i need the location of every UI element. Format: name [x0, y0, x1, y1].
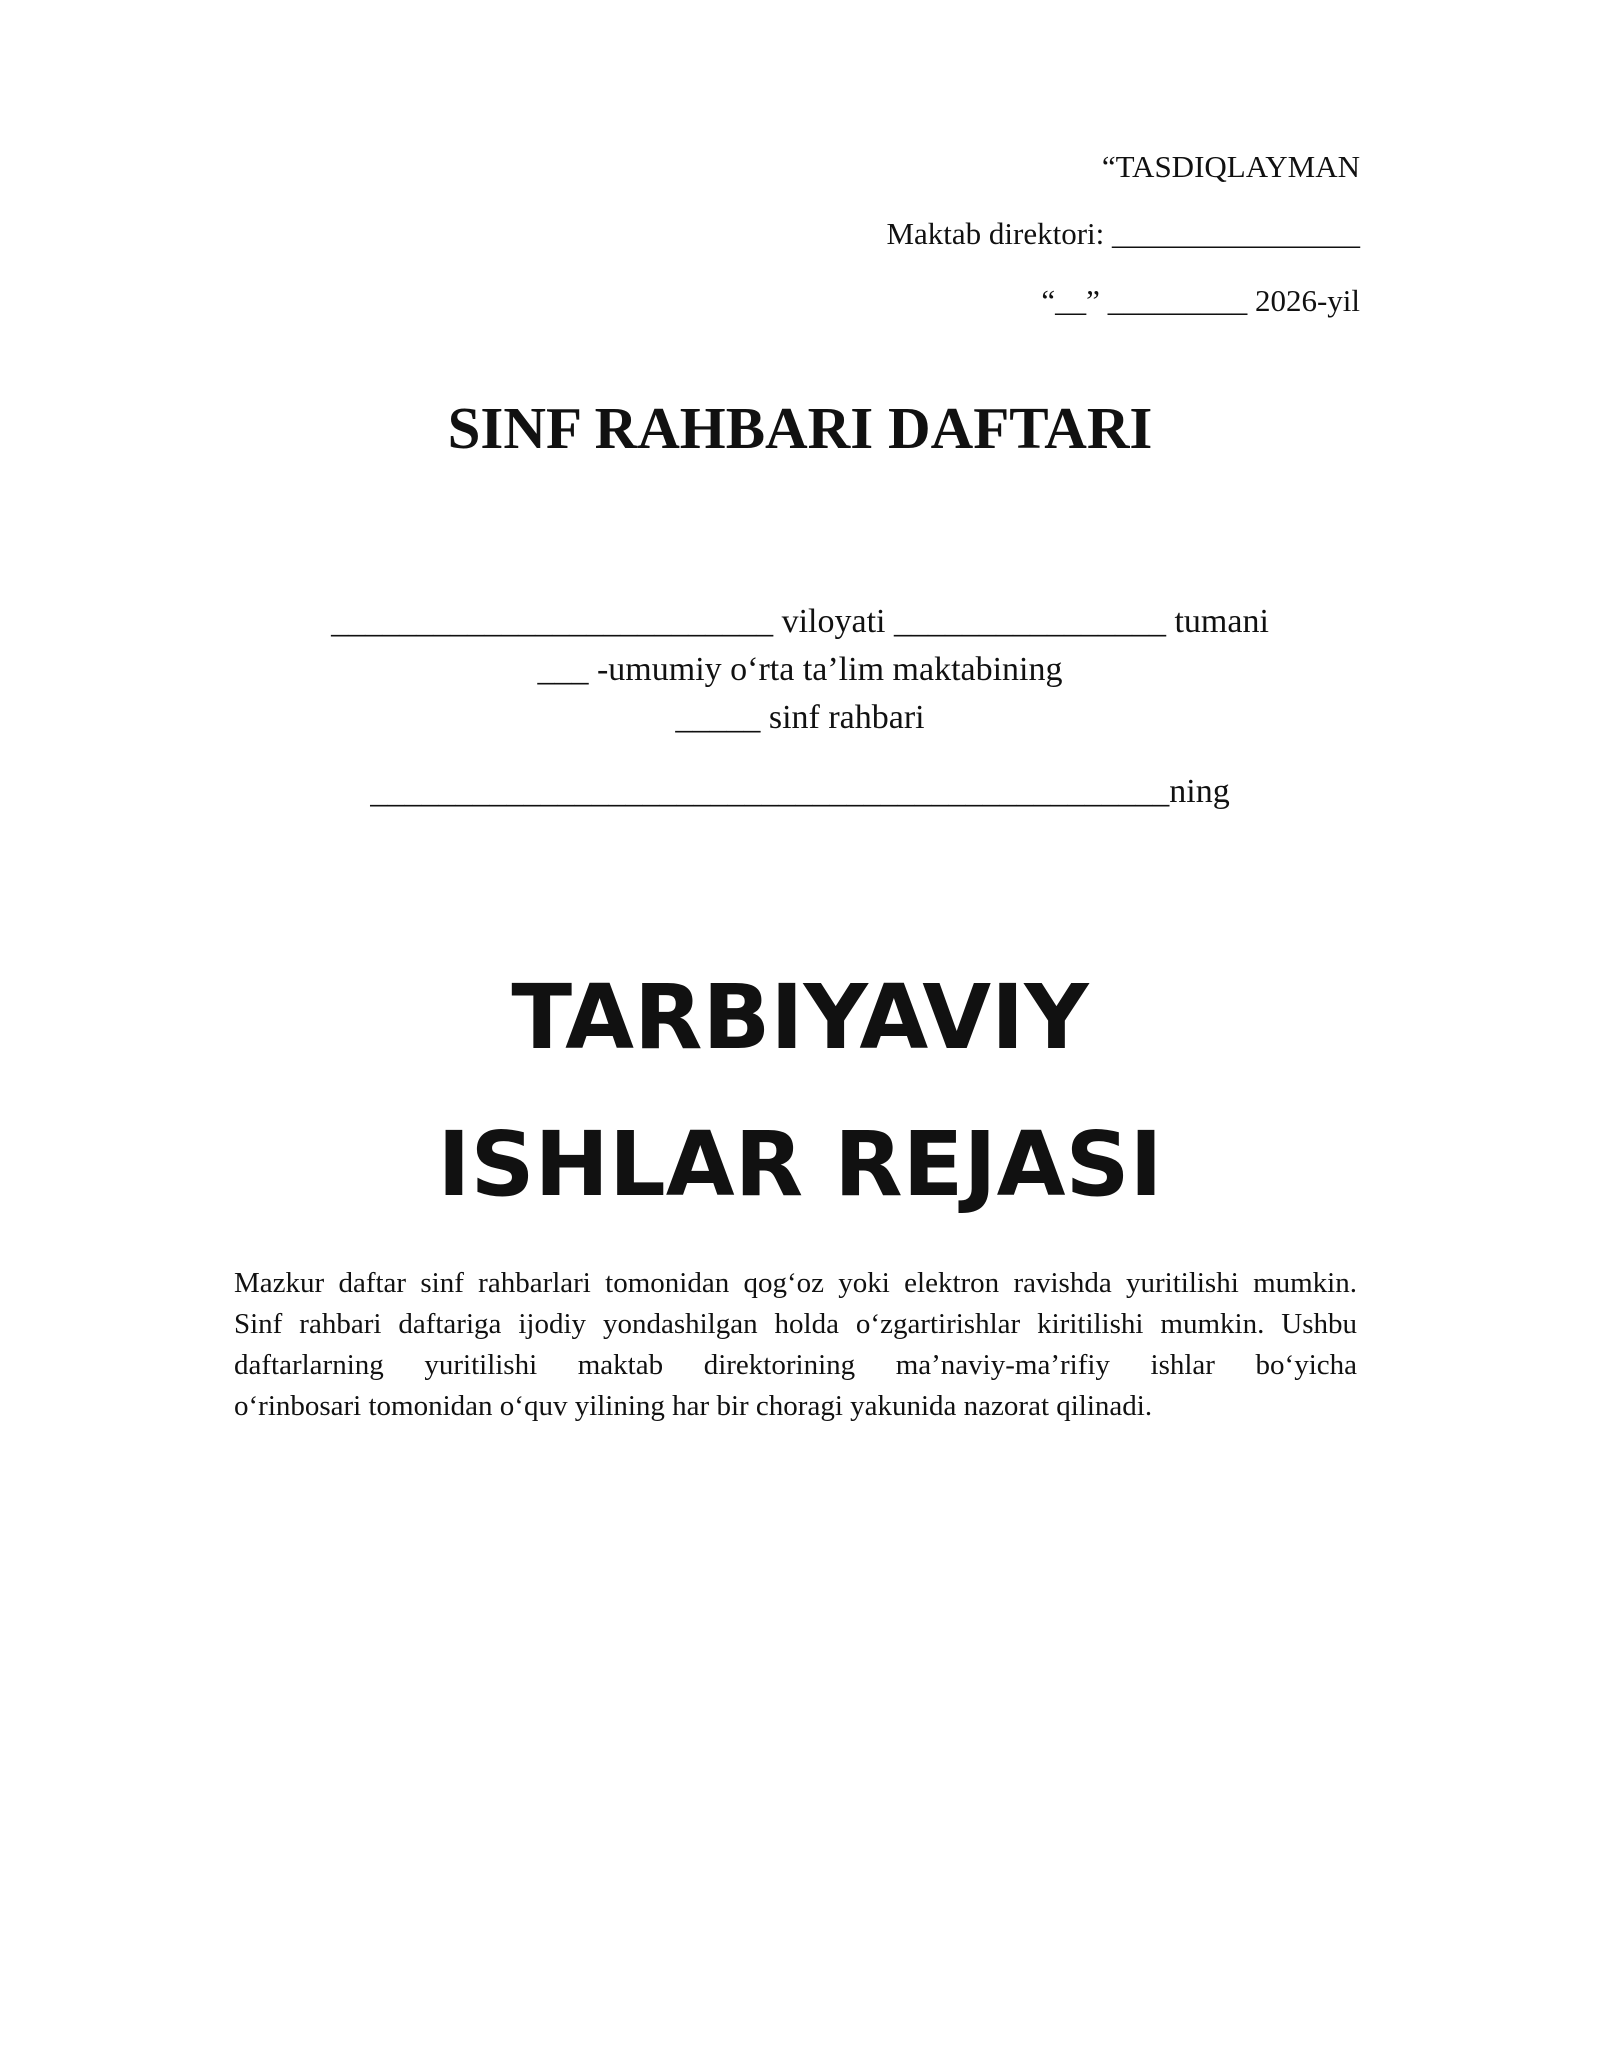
approval-heading: “TASDIQLAYMAN	[1101, 149, 1360, 184]
note-line: Mazkur daftar sinf rahbarlari tomonidan qog‘oz yoki elektron ravishda yuritilishi mumkin.	[234, 1267, 1357, 1299]
school-line: ___ -umumiy o‘rta ta’lim maktabining	[537, 651, 1063, 688]
class-teacher-line: _____ sinf rahbari	[675, 699, 925, 736]
approval-date-line: “__” _________ 2026-yil	[1041, 283, 1360, 318]
plan-title-line-1: TARBIYAVIY	[511, 965, 1089, 1069]
region-district-line: __________________________ viloyati ________________ tumani	[331, 603, 1269, 640]
note-paragraph	[234, 1263, 1357, 1427]
document-title: SINF RAHBARI DAFTARI	[447, 395, 1153, 461]
note-line: Sinf rahbari daftariga ijodiy yondashilgan holda o‘zgartirishlar kiritilishi mumkin. Ushbu	[234, 1308, 1357, 1340]
note-line: o‘rinbosari tomonidan o‘quv yilining har bir choragi yakunida nazorat qilinadi.	[234, 1390, 1153, 1422]
note-line: daftarlarning yuritilishi maktab direktorining ma’naviy-ma’rifiy ishlar bo‘yicha	[234, 1349, 1357, 1381]
plan-title-line-2: ISHLAR REJASI	[437, 1112, 1163, 1216]
teacher-name-line: _______________________________________________ning	[370, 773, 1230, 810]
director-signature-line: Maktab direktori: ________________	[886, 216, 1360, 251]
